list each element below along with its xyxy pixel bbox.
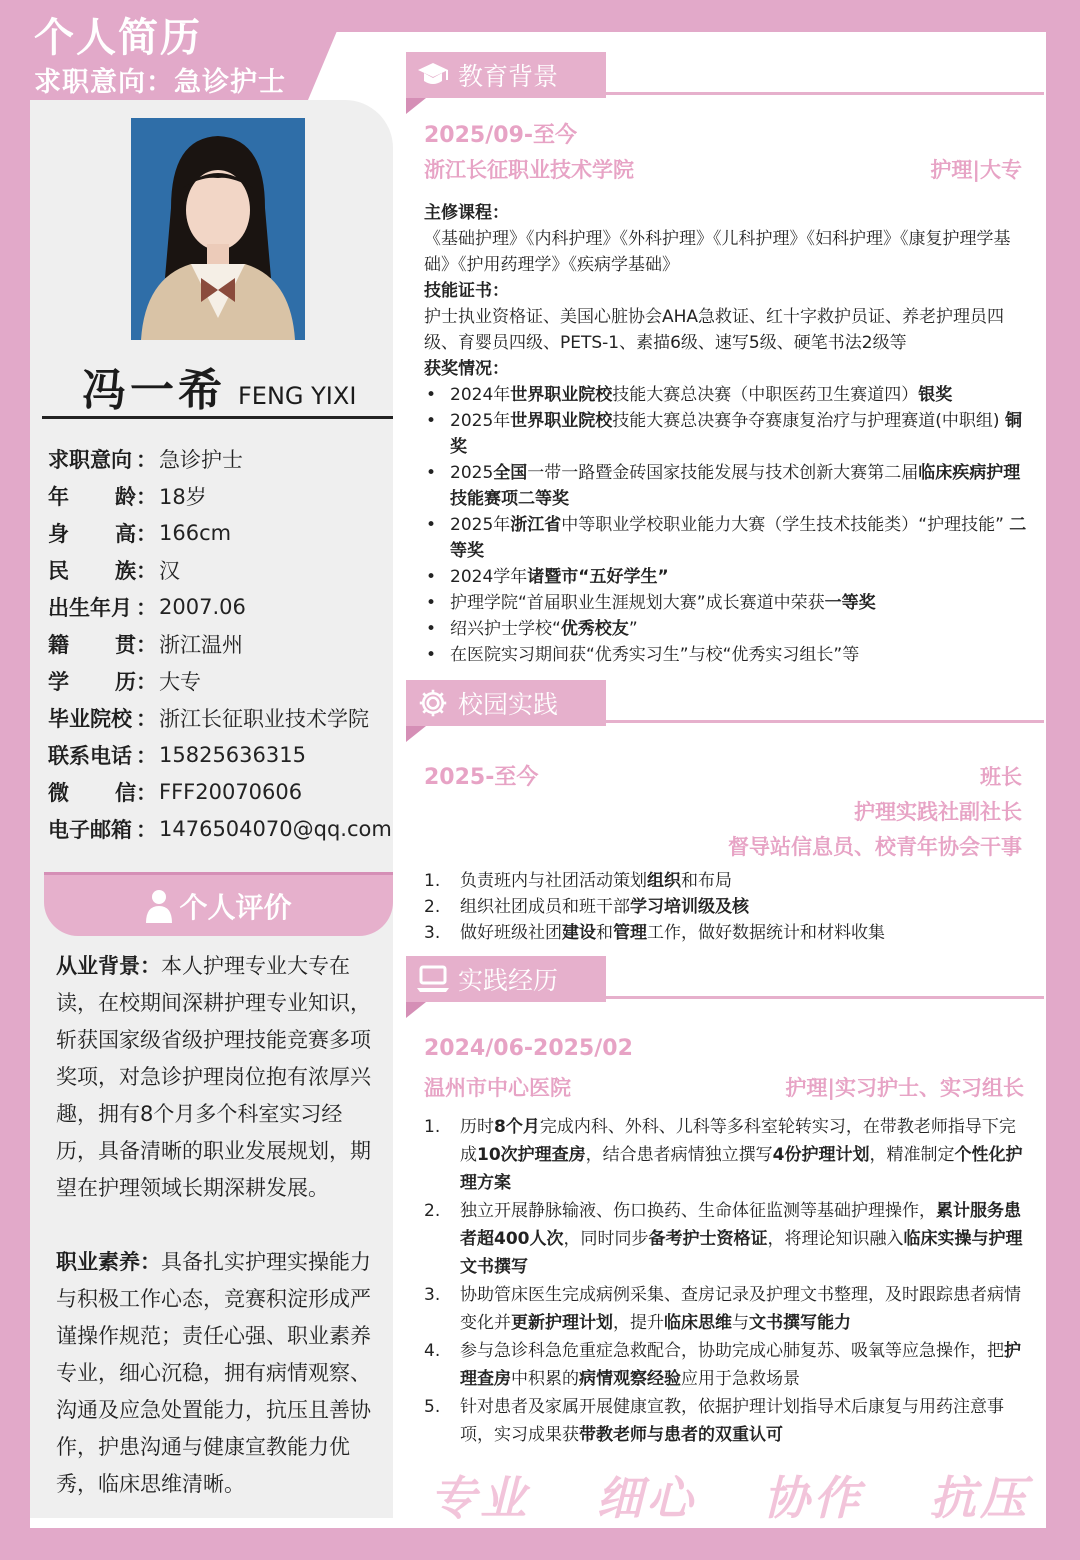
profile-photo	[131, 118, 305, 340]
info-value: FFF20070606	[159, 779, 303, 804]
campus-role: 班长	[980, 765, 1022, 789]
practice-title: 实践经历	[458, 966, 559, 995]
info-label: 联系电话	[48, 743, 132, 768]
campus-tab	[406, 680, 606, 726]
text-segment: ，同时同步	[563, 1229, 649, 1249]
person-icon	[145, 889, 173, 923]
info-label: 出生年月	[48, 595, 132, 620]
info-value: 18岁	[159, 484, 207, 509]
text-segment: 中等职业学校职业能力大赛（学生技术技能类）“护理技能”	[561, 515, 1010, 535]
campus-date: 2025-至今	[424, 765, 539, 790]
bold-segment: 一等奖	[824, 593, 876, 613]
info-colon: ：	[136, 595, 157, 620]
portrait-image	[131, 118, 305, 340]
info-value: 浙江温州	[159, 632, 243, 657]
bold-segment: 诸暨市“五好学生”	[527, 567, 669, 587]
text-segment: 2024学年	[450, 567, 528, 587]
info-value: 15825636315	[159, 742, 306, 767]
info-value: 急诊护士	[159, 447, 243, 472]
practice-date: 2024/06-2025/02	[424, 1036, 633, 1061]
education-school: 浙江长征职业技术学院	[424, 158, 634, 182]
slogan-1: 专业	[430, 1471, 530, 1525]
numbered-item	[424, 868, 1028, 894]
bold-segment: 学习培训级及核	[630, 897, 749, 917]
text-segment: 绍兴护士学校“	[450, 619, 561, 639]
education-date: 2025/09-至今	[424, 123, 578, 148]
bold-segment: 备考护士资格证	[648, 1229, 768, 1249]
bold-segment: 护理查房	[460, 1341, 1021, 1389]
bold-segment: 全国	[493, 463, 528, 483]
education-title: 教育背景	[458, 62, 559, 91]
practice-tab	[406, 956, 606, 1002]
text-segment: ”	[628, 619, 638, 639]
info-row	[48, 625, 393, 662]
info-label: 电子邮箱	[48, 817, 132, 842]
info-value: 大专	[159, 669, 201, 694]
gear-icon	[416, 688, 450, 718]
bold-segment: 临床疾病护理技能赛项二等奖	[450, 463, 1021, 509]
text-segment: 2025年	[450, 515, 511, 535]
info-row	[48, 662, 393, 699]
item-number: 5.	[424, 1397, 441, 1417]
bold-segment: 4份护理计划	[772, 1145, 870, 1165]
bold-segment: 银奖	[918, 385, 953, 405]
courses-label: 主修课程：	[424, 203, 509, 223]
text-segment: 历时	[460, 1117, 494, 1137]
text-segment: 参与急诊科急危重症急救配合，协助完成心肺复苏、吸氧等应急操作，把	[460, 1341, 1004, 1361]
item-number: 1.	[424, 871, 441, 891]
campus-fold	[406, 726, 426, 742]
info-colon: ：	[136, 558, 157, 583]
award-item	[424, 512, 1028, 564]
background-paragraph	[56, 948, 382, 1207]
slogan-row	[430, 1462, 1030, 1528]
text-segment: 2024年	[450, 385, 511, 405]
bold-segment: 10次护理查房	[477, 1145, 586, 1165]
info-row	[48, 810, 393, 847]
info-label: 籍贯	[48, 632, 136, 657]
bold-segment: 浙江省	[510, 515, 562, 535]
slogan-4: 抗压	[929, 1471, 1030, 1525]
slogan-3: 协作	[763, 1471, 864, 1525]
campus-role: 护理实践社副社长	[854, 800, 1022, 824]
text-segment: 做好班级社团	[460, 923, 562, 943]
text-segment: 2025	[450, 463, 494, 483]
practice-header	[406, 956, 1046, 1002]
text-segment: 完成内科、外科、儿科等多科室轮转实习，在带教老师指导下完成	[460, 1117, 1016, 1165]
info-row	[48, 514, 393, 551]
background-label: 从业背景：	[56, 954, 161, 978]
text-segment: ，将理论知识融入	[767, 1229, 904, 1249]
awards-list	[424, 382, 1028, 668]
text-segment: 组织社团成员和班干部	[460, 897, 630, 917]
evaluation-title: 个人评价	[179, 890, 292, 924]
laptop-icon	[416, 964, 450, 994]
info-colon: ：	[136, 706, 157, 731]
numbered-item	[424, 920, 1028, 946]
info-colon: ：	[136, 447, 157, 472]
item-number: 1.	[424, 1117, 441, 1137]
campus-header	[406, 680, 1046, 726]
practice-hospital: 温州市中心医院	[424, 1076, 571, 1100]
numbered-item	[424, 1113, 1028, 1197]
education-details	[424, 200, 1028, 668]
award-item	[424, 382, 1028, 408]
education-fold	[406, 98, 426, 114]
text-segment: 和	[596, 923, 613, 943]
info-row	[48, 773, 393, 810]
awards-label: 获奖情况：	[424, 359, 509, 379]
quality-label: 职业素养：	[56, 1250, 161, 1274]
numbered-item	[424, 1337, 1028, 1393]
text-segment: 在医院实习期间获“优秀实习生”与校“优秀实习组长”等	[450, 645, 860, 665]
bold-segment: 更新护理计划	[511, 1313, 613, 1333]
award-item	[424, 408, 1028, 460]
campus-title: 校园实践	[458, 690, 559, 719]
quality-text: 具备扎实护理实操能力与积极工作心态，竞赛积淀形成严谨操作规范；责任心强、职业素养专业，细心沉稳，拥有病情观察、沟通及应急处置能力，抗压且善协作，护患沟通与健康宣教能力优秀，临床思维清晰。	[56, 1250, 371, 1496]
info-label: 学历	[48, 669, 136, 694]
award-item	[424, 590, 1028, 616]
bold-segment: 组织	[647, 871, 681, 891]
text-segment: 中积累的	[511, 1369, 579, 1389]
bold-segment: 8个月	[494, 1117, 540, 1137]
info-label: 身高	[48, 521, 136, 546]
text-segment: 与	[732, 1313, 749, 1333]
info-colon: ：	[136, 521, 157, 546]
name-divider	[42, 416, 393, 419]
numbered-item	[424, 1393, 1028, 1449]
slogan-2: 细心	[596, 1471, 697, 1525]
page-title: 个人简历	[34, 15, 202, 61]
info-row	[48, 440, 393, 477]
practice-rule	[606, 996, 1044, 999]
text-segment: ，结合患者病情独立撰写	[585, 1145, 773, 1165]
text-segment: 应用于急救场景	[681, 1369, 800, 1389]
numbered-item	[424, 1197, 1028, 1281]
award-item	[424, 564, 1028, 590]
text-segment: 一带一路暨金砖国家技能发展与技术创新大赛第二届	[527, 463, 919, 483]
bold-segment: 带教老师与患者的双重认可	[579, 1425, 783, 1445]
info-value: 166cm	[159, 520, 232, 545]
campus-role: 督导站信息员、校青年协会干事	[728, 835, 1022, 859]
info-colon: ：	[136, 669, 157, 694]
info-value: 浙江长征职业技术学院	[159, 706, 369, 731]
education-major: 护理|大专	[930, 158, 1022, 182]
award-item	[424, 642, 1028, 668]
name-english: FENG YIXI	[238, 382, 357, 410]
item-number: 3.	[424, 1285, 441, 1305]
info-colon: ：	[136, 632, 157, 657]
practice-items	[424, 1113, 1028, 1449]
bold-segment: 建设	[562, 923, 596, 943]
bold-segment: 临床思维	[664, 1313, 732, 1333]
background-text: 本人护理专业大专在读，在校期间深耕护理专业知识，斩获国家级省级护理技能竞赛多项奖项，对急诊护理岗位抱有浓厚兴趣，拥有8个月多个科室实习经历，具备清晰的职业发展规划，期望在护理领域长期深耕发展。	[56, 954, 371, 1200]
bold-segment: 二等奖	[450, 515, 1027, 561]
bold-segment: 临床实操与护理文书撰写	[460, 1229, 1023, 1277]
bold-segment: 管理	[613, 923, 647, 943]
page-subtitle: 求职意向：急诊护士	[34, 67, 286, 98]
certs-text: 护士执业资格证、美国心脏协会AHA急救证、红十字救护员证、养老护理员四级、育婴员四级、PETS-1、素描6级、速写5级、硬笔书法2级等	[424, 307, 1005, 353]
quality-paragraph	[56, 1244, 382, 1503]
text-segment: 负责班内与社团活动策划	[460, 871, 647, 891]
education-tab	[406, 52, 606, 98]
text-segment: 护理学院“首届职业生涯规划大赛”成长赛道中荣获	[450, 593, 825, 613]
info-colon: ：	[136, 743, 157, 768]
info-row	[48, 736, 393, 773]
info-colon: ：	[136, 484, 157, 509]
info-value: 1476504070@qq.com	[159, 816, 392, 841]
evaluation-header	[44, 872, 393, 936]
bold-segment: 优秀校友	[560, 619, 629, 639]
info-value: 2007.06	[159, 594, 246, 619]
personal-info-list	[48, 440, 393, 847]
info-row	[48, 551, 393, 588]
info-row	[48, 477, 393, 514]
info-row	[48, 588, 393, 625]
courses-text: 《基础护理》《内科护理》《外科护理》《儿科护理》《妇科护理》《康复护理学基础》《护用药理学》《疾病学基础》	[424, 229, 1011, 275]
info-colon: ：	[136, 780, 157, 805]
info-label: 年龄	[48, 484, 136, 509]
text-segment: 独立开展静脉输液、伤口换药、生命体征监测等基础护理操作，	[460, 1201, 936, 1221]
info-label: 求职意向	[48, 447, 132, 472]
campus-rule	[606, 720, 1044, 723]
name-chinese: 冯一希	[82, 365, 226, 416]
item-number: 2.	[424, 1201, 441, 1221]
info-label: 微信	[48, 780, 136, 805]
education-header	[406, 52, 1046, 98]
bold-segment: 病情观察经验	[579, 1369, 681, 1389]
info-label: 毕业院校	[48, 706, 132, 731]
item-number: 3.	[424, 923, 441, 943]
text-segment: ，提升	[613, 1313, 664, 1333]
text-segment: ，精准制定	[869, 1145, 955, 1165]
award-item	[424, 616, 1028, 642]
campus-items	[424, 868, 1028, 946]
text-segment: 技能大赛总决赛（中职医药卫生赛道四）	[612, 385, 919, 405]
education-rule	[606, 92, 1044, 95]
text-segment: 2025年	[450, 411, 511, 431]
bold-segment: 世界职业院校	[510, 385, 613, 405]
text-segment: 技能大赛总决赛争夺赛康复治疗与护理赛道(中职组)	[612, 411, 1005, 431]
text-segment: 工作，做好数据统计和材料收集	[647, 923, 885, 943]
numbered-item	[424, 1281, 1028, 1337]
text-segment: 针对患者及家属开展健康宣教，依据护理计划指导术后康复与用药注意事项，实习成果获	[460, 1397, 1004, 1445]
text-segment: 协助管床医生完成病例采集、查房记录及护理文书整理，及时跟踪患者病情变化并	[460, 1285, 1021, 1333]
campus-roles	[640, 760, 1022, 865]
numbered-item	[424, 894, 1028, 920]
bold-segment: 累计服务患者超400人次	[460, 1201, 1021, 1249]
info-row	[48, 699, 393, 736]
bold-segment: 个性化护理方案	[460, 1145, 1023, 1193]
award-item	[424, 460, 1028, 512]
certs-label: 技能证书：	[424, 281, 509, 301]
text-segment: 和布局	[681, 871, 732, 891]
practice-role: 护理|实习护士、实习组长	[785, 1076, 1024, 1100]
evaluation-text	[56, 948, 382, 1540]
info-value: 汉	[159, 558, 180, 583]
info-label: 民族	[48, 558, 136, 583]
bold-segment: 世界职业院校	[510, 411, 613, 431]
practice-fold	[406, 1002, 426, 1018]
bold-segment: 文书撰写能力	[749, 1313, 851, 1333]
graduation-cap-icon	[416, 60, 450, 90]
item-number: 2.	[424, 897, 441, 917]
item-number: 4.	[424, 1341, 441, 1361]
bold-segment: 铜奖	[450, 411, 1022, 457]
info-colon: ：	[136, 817, 157, 842]
